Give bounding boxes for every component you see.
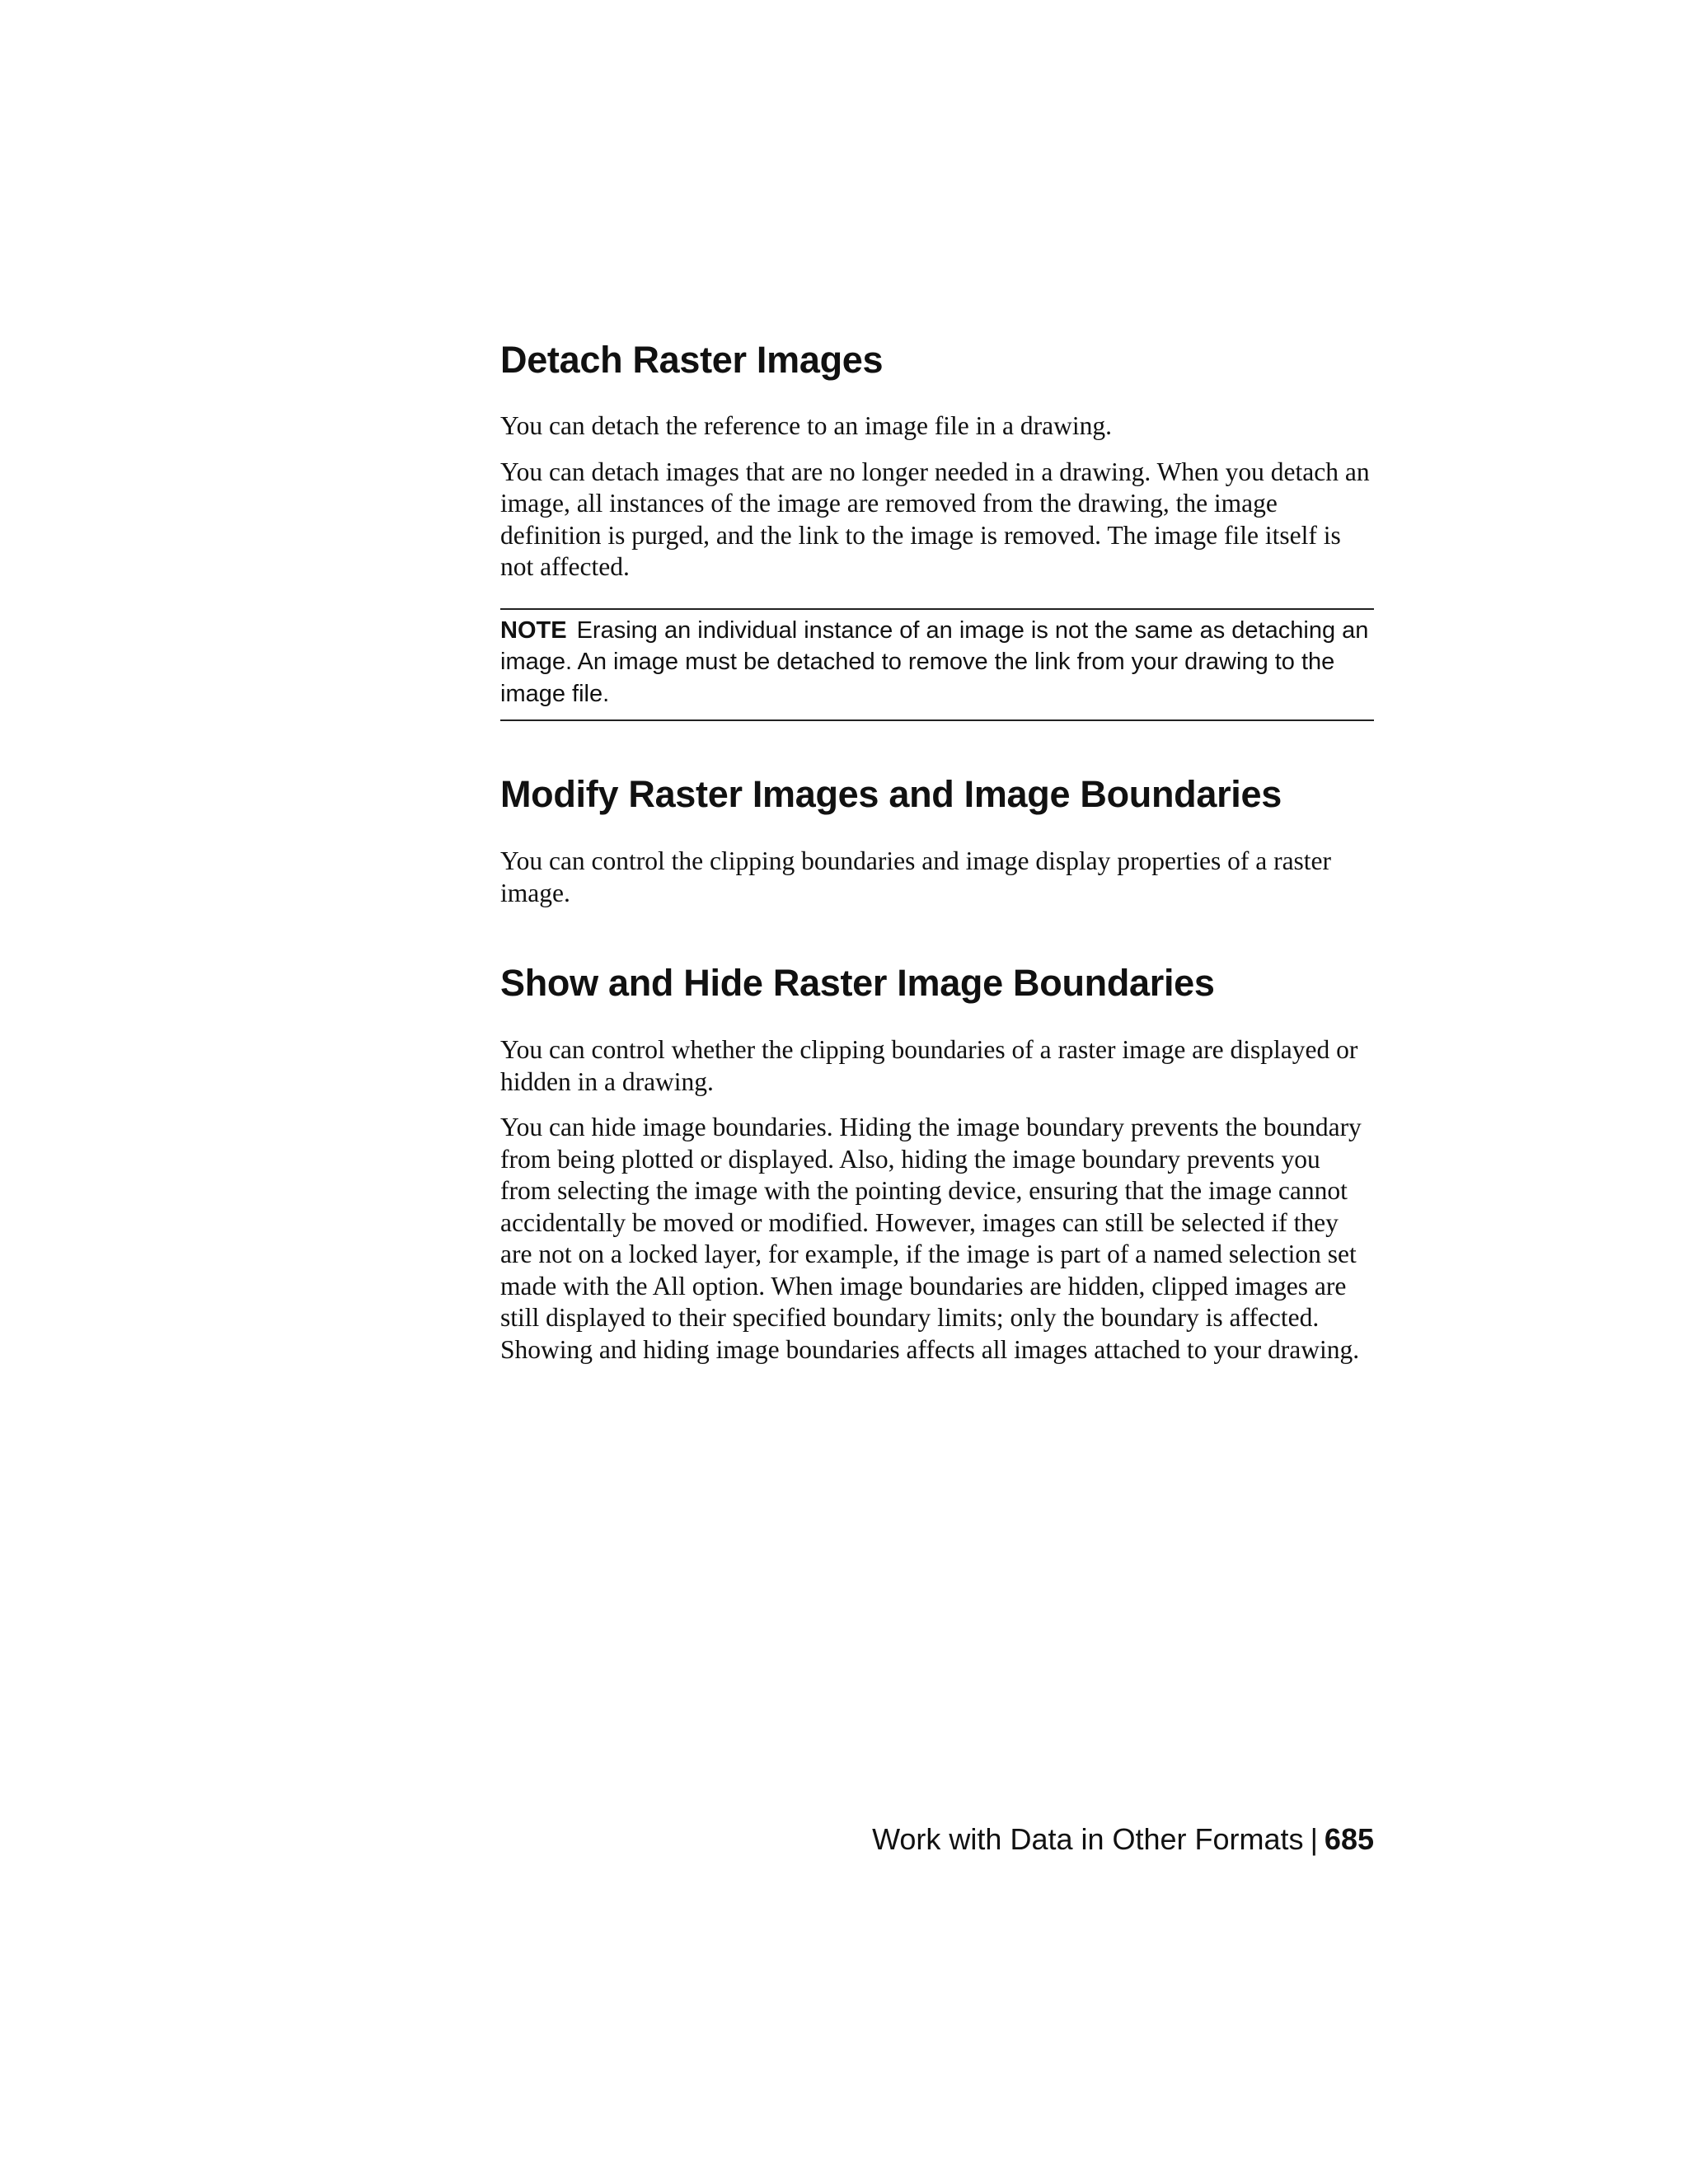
section-heading-detach-raster-images: Detach Raster Images: [500, 339, 884, 381]
paragraph-detach-details: You can detach images that are no longer needed in a drawing. When you detach an image, all instances of the image are removed from the drawing, the image definition is purged, and the link to the image is removed. The image file itself is not affected.: [500, 457, 1370, 581]
note-label: NOTE: [500, 616, 567, 644]
footer-chapter-title: Work with Data in Other Formats: [872, 1822, 1304, 1856]
note-text: Erasing an individual instance of an image is not the same as detaching an image. An image must be detached to remove the link from your drawing to the image file.: [500, 616, 1369, 707]
page-footer: [872, 1821, 1374, 1858]
section-heading-show-hide-boundaries: Show and Hide Raster Image Boundaries: [500, 962, 1215, 1004]
section-heading-modify-raster-images: Modify Raster Images and Image Boundaries: [500, 773, 1282, 815]
paragraph-modify-intro: You can control the clipping boundaries and image display properties of a raster image.: [500, 846, 1332, 907]
paragraph-show-hide-details: You can hide image boundaries. Hiding the image boundary prevents the boundary from being plotted or displayed. Also, hiding the image boundary prevents you from selecting the image with the pointing device, ensuring that the image cannot accidentally be moved or modified. However, images can still be selected if they are not on a locked layer, for example, if the image is part of a named selection set made with the All option. When image boundaries are hidden, clipped images are still displayed to their specified boundary limits; only the boundary is affected. Showing and hiding image boundaries affects all images attached to your drawing.: [500, 1113, 1362, 1364]
page-content: [500, 338, 1374, 1366]
footer-separator: |: [1310, 1822, 1318, 1856]
paragraph-show-hide-intro: You can control whether the clipping boundaries of a raster image are displayed or hidden in a drawing.: [500, 1035, 1358, 1096]
note-box: [500, 608, 1374, 722]
page-number: 685: [1324, 1822, 1374, 1856]
paragraph-detach-intro: You can detach the reference to an image file in a drawing.: [500, 411, 1112, 440]
